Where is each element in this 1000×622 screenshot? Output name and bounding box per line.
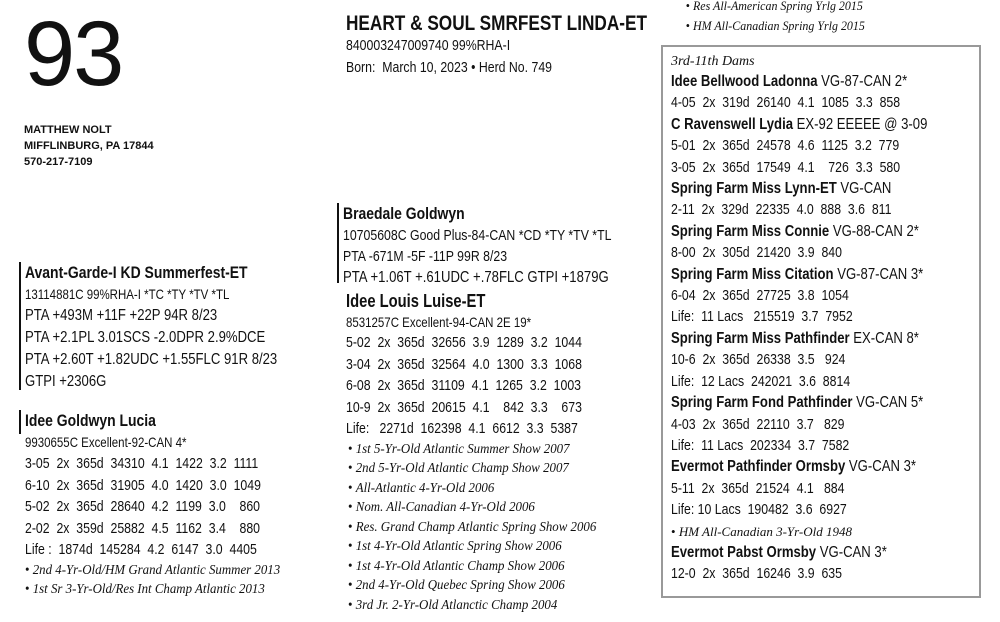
dam-10-award: • HM All-Canadian 3-Yr-Old 1948 xyxy=(671,521,979,542)
maternal-granddam-life: Life: 2271d 162398 4.1 6612 3.3 5387 xyxy=(346,420,578,437)
dam-11-score: VG-CAN 3* xyxy=(819,543,887,561)
sire-line: PTA +2.1PL 3.01SCS -2.0DPR 2.9%DCE xyxy=(25,329,266,346)
dam-8-name xyxy=(671,328,924,349)
dam-8-life: Life: 12 Lacs 242021 3.6 8814 xyxy=(671,372,851,390)
maternal-granddam-award: • 1st 4-Yr-Old Atlantic Spring Show 2006 xyxy=(348,537,611,557)
dams-box-title: 3rd-11th Dams xyxy=(671,54,755,69)
dams-box xyxy=(661,45,981,598)
dam-life: Life : 1874d 145284 4.2 6147 3.0 4405 xyxy=(25,541,257,558)
dam-5-name xyxy=(671,178,924,199)
maternal-granddam-record: 5-02 2x 365d 32656 3.9 1289 3.2 1044 xyxy=(346,334,582,351)
dam-8-score: EX-CAN 8* xyxy=(853,329,919,347)
dam-10-life: Life: 10 Lacs 190482 3.6 6927 xyxy=(671,501,847,519)
prior-award: • Res All-American Spring Yrlg 2015 xyxy=(686,0,865,16)
maternal-grandsire-name: Braedale Goldwyn xyxy=(343,204,465,223)
dam-6-record: 8-00 2x 305d 21420 3.9 840 xyxy=(671,244,842,262)
consignor-phone: 570-217-7109 xyxy=(24,156,93,168)
dam-8-record: 10-6 2x 365d 26338 3.5 924 xyxy=(671,351,846,369)
maternal-granddam-award: • All-Atlantic 4-Yr-Old 2006 xyxy=(348,479,611,499)
dam-6-name-text: Spring Farm Miss Connie xyxy=(671,222,830,240)
dam-3-score: VG-87-CAN 2* xyxy=(821,73,908,90)
dam-4-score: EX-92 EEEEE @ 3-09 xyxy=(796,115,928,133)
dam-award: • 1st Sr 3-Yr-Old/Res Int Champ Atlantic 2013 xyxy=(25,580,290,600)
maternal-granddam-block xyxy=(346,290,634,615)
lot-number: 93 xyxy=(24,3,123,105)
animal-born-line: Born: March 10, 2023 • Herd No. 749 xyxy=(346,59,553,76)
consignor-info xyxy=(24,122,154,170)
maternal-granddam-line: 8531257C Excellent-94-CAN 2E 19* xyxy=(346,314,532,330)
dam-record: 3-05 2x 365d 34310 4.1 1422 3.2 1111 xyxy=(25,455,259,472)
sire-line: GTPI +2306G xyxy=(25,373,107,390)
prior-awards xyxy=(678,0,873,35)
dam-9-name-text: Spring Farm Fond Pathfinder xyxy=(671,394,853,412)
dam-9-name xyxy=(671,392,924,413)
dam-8-name-text: Spring Farm Miss Pathfinder xyxy=(671,329,850,347)
dam-record: 5-02 2x 365d 28640 4.2 1199 3.0 860 xyxy=(25,498,261,515)
dam-name: Idee Goldwyn Lucia xyxy=(25,411,156,430)
animal-name: HEART & SOUL SMRFEST LINDA-ET xyxy=(346,12,648,35)
maternal-grandsire-line: PTA -671M -5F -11P 99R 8/23 xyxy=(343,248,508,265)
maternal-granddam-record: 3-04 2x 365d 32564 4.0 1300 3.3 1068 xyxy=(346,355,582,373)
sire-line: PTA +2.60T +1.82UDC +1.55FLC 91R 8/23 xyxy=(25,351,278,368)
maternal-granddam-record: 10-9 2x 365d 20615 4.1 842 3.3 673 xyxy=(346,398,582,416)
dam-9-score: VG-CAN 5* xyxy=(856,394,924,412)
maternal-granddam-award: • 1st 5-Yr-Old Atlantic Summer Show 2007 xyxy=(348,440,611,460)
dam-line: 9930655C Excellent-92-CAN 4* xyxy=(25,434,187,450)
dam-7-record: 6-04 2x 365d 27725 3.8 1054 xyxy=(671,287,849,305)
dam-record: 6-10 2x 365d 31905 4.0 1420 3.0 1049 xyxy=(25,476,261,494)
dam-3-name-text: Idee Bellwood Ladonna xyxy=(671,73,818,90)
dam-7-score: VG-87-CAN 3* xyxy=(837,265,924,283)
maternal-granddam-award: • 2nd 5-Yr-Old Atlantic Champ Show 2007 xyxy=(348,459,611,479)
maternal-granddam-name: Idee Louis Luise-ET xyxy=(346,291,486,311)
prior-award: • HM All-Canadian Spring Yrlg 2015 xyxy=(686,16,865,36)
sire-block xyxy=(19,262,333,390)
dam-3-name xyxy=(671,71,924,92)
dam-4-name-text: C Ravenswell Lydia xyxy=(671,115,794,133)
maternal-granddam-record: 6-08 2x 365d 31109 4.1 1265 3.2 1003 xyxy=(346,377,582,394)
animal-id-line: 840003247009740 99%RHA-I xyxy=(346,37,511,54)
dam-3-record: 4-05 2x 319d 26140 4.1 1085 3.3 858 xyxy=(671,94,901,112)
dam-4-record: 5-01 2x 365d 24578 4.6 1125 3.2 779 xyxy=(671,137,900,155)
consignor-city: MIFFLINBURG, PA 17844 xyxy=(24,140,154,152)
dam-4-name xyxy=(671,114,928,135)
dam-7-name-text: Spring Farm Miss Citation xyxy=(671,265,834,283)
dam-11-name xyxy=(671,542,924,563)
dam-7-life: Life: 11 Lacs 215519 3.7 7952 xyxy=(671,308,853,326)
dam-4-record: 3-05 2x 365d 17549 4.1 726 3.3 580 xyxy=(671,158,901,176)
sire-name: Avant-Garde-I KD Summerfest-ET xyxy=(25,263,248,282)
sire-line: 13114881C 99%RHA-I *TC *TY *TV *TL xyxy=(25,286,230,302)
maternal-grandsire-block xyxy=(337,203,670,286)
dam-10-name xyxy=(671,456,924,477)
maternal-grandsire-line: PTA +1.06T +.61UDC +.78FLC GTPI +1879G xyxy=(343,269,609,286)
dam-10-name-text: Evermot Pathfinder Ormsby xyxy=(671,458,846,476)
maternal-granddam-award: • 3rd Jr. 2-Yr-Old Atlanctic Champ 2004 xyxy=(348,596,611,616)
dam-9-life: Life: 11 Lacs 202334 3.7 7582 xyxy=(671,436,850,454)
maternal-grandsire-line: 10705608C Good Plus-84-CAN *CD *TY *TV *TL xyxy=(343,227,612,244)
dam-award: • 2nd 4-Yr-Old/HM Grand Atlantic Summer 2013 xyxy=(25,561,290,581)
dam-9-record: 4-03 2x 365d 22110 3.7 829 xyxy=(671,415,845,433)
dam-10-record: 5-11 2x 365d 21524 4.1 884 xyxy=(671,479,845,497)
consignor-name: MATTHEW NOLT xyxy=(24,124,112,136)
dam-10-score: VG-CAN 3* xyxy=(848,458,916,476)
dam-11-record: 12-0 2x 365d 16246 3.9 635 xyxy=(671,565,842,583)
dam-5-record: 2-11 2x 329d 22335 4.0 888 3.6 811 xyxy=(671,201,892,219)
dam-block xyxy=(25,410,313,600)
maternal-granddam-award: • 1st 4-Yr-Old Atlantic Champ Show 2006 xyxy=(348,557,611,577)
dam-record: 2-02 2x 359d 25882 4.5 1162 3.4 880 xyxy=(25,519,261,537)
dam-11-name-text: Evermot Pabst Ormsby xyxy=(671,543,817,561)
dam-6-name xyxy=(671,221,924,242)
dam-5-name-text: Spring Farm Miss Lynn-ET xyxy=(671,180,837,198)
maternal-granddam-award: • Nom. All-Canadian 4-Yr-Old 2006 xyxy=(348,498,611,518)
sire-line: PTA +493M +11F +22P 94R 8/23 xyxy=(25,307,218,324)
dam-6-score: VG-88-CAN 2* xyxy=(832,222,919,240)
dam-7-name xyxy=(671,264,924,285)
dam-5-score: VG-CAN xyxy=(840,180,892,198)
maternal-granddam-award: • Res. Grand Champ Atlantic Spring Show 2006 xyxy=(348,518,611,538)
maternal-granddam-award: • 2nd 4-Yr-Old Quebec Spring Show 2006 xyxy=(348,576,611,596)
